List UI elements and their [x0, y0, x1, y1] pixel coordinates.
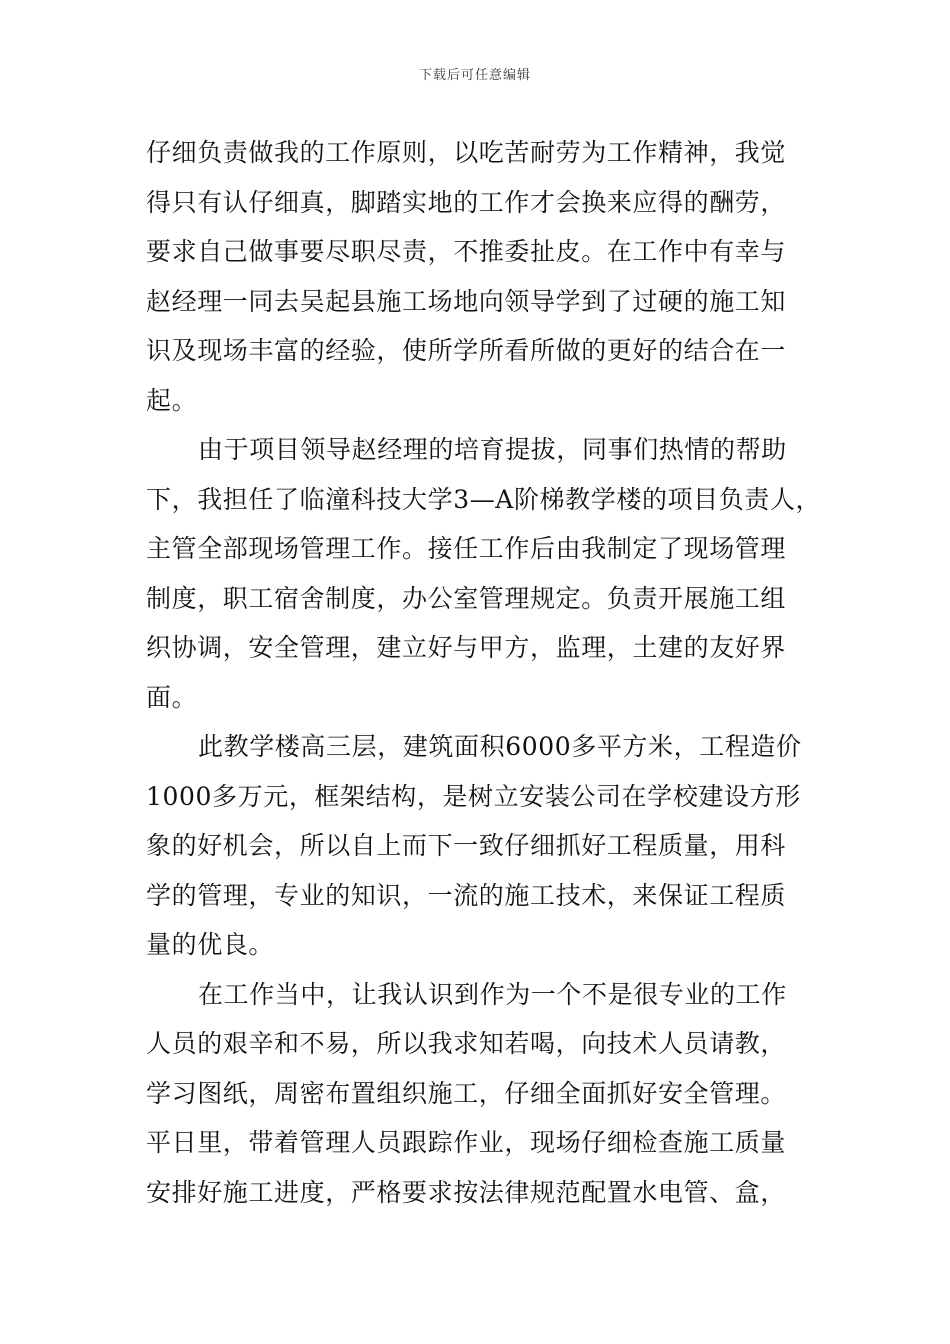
text-line: 人员的艰辛和不易，所以我求知若喝，向技术人员请教，	[146, 1029, 787, 1058]
document-body	[146, 128, 826, 1217]
text-line: 1000多万元，框架结构，是树立安装公司在学校建设方形	[146, 781, 801, 811]
text-line: 赵经理一同去吴起县施工场地向领导学到了过硬的施工知	[146, 286, 787, 316]
text-line: 制度，职工宿舍制度，办公室管理规定。负责开展施工组	[146, 583, 787, 613]
text-line: 安排好施工进度，严格要求按法律规范配置水电管、盒，	[146, 1177, 787, 1207]
text-line: 在工作当中，让我认识到作为一个不是很专业的工作	[198, 979, 787, 1009]
text-line: 起。	[146, 385, 198, 415]
text-line: 主管全部现场管理工作。接任工作后由我制定了现场管理	[146, 534, 787, 563]
text-line: 此教学楼高三层，建筑面积6000多平方米，工程造价	[198, 732, 802, 761]
text-line: 量的优良。	[146, 930, 275, 959]
text-line: 由于项目领导赵经理的培育提拔，同事们热情的帮助	[198, 435, 787, 464]
text-line: 得只有认仔细真，脚踏实地的工作才会换来应得的酬劳，	[146, 187, 787, 217]
text-line: 平日里，带着管理人员跟踪作业，现场仔细检查施工质量	[146, 1128, 787, 1157]
text-line: 面。	[146, 682, 198, 712]
text-line: 织协调，安全管理，建立好与甲方，监理，土建的友好界	[146, 633, 787, 662]
text-line: 仔细负责做我的工作原则，以吃苦耐劳为工作精神，我觉	[146, 138, 787, 167]
text-line: 学习图纸，周密布置组织施工，仔细全面抓好安全管理。	[146, 1078, 787, 1108]
text-line: 要求自己做事要尽职尽责，不推委扯皮。在工作中有幸与	[146, 237, 787, 266]
page-header: 下载后可任意编辑	[418, 68, 531, 83]
text-line: 下，我担任了临潼科技大学3—A阶梯教学楼的项目负责人，	[146, 484, 822, 514]
text-line: 识及现场丰富的经验，使所学所看所做的更好的结合在一	[146, 336, 787, 365]
text-line: 学的管理，专业的知识，一流的施工技术，来保证工程质	[146, 880, 787, 910]
text-line: 象的好机会，所以自上而下一致仔细抓好工程质量，用科	[146, 831, 787, 860]
